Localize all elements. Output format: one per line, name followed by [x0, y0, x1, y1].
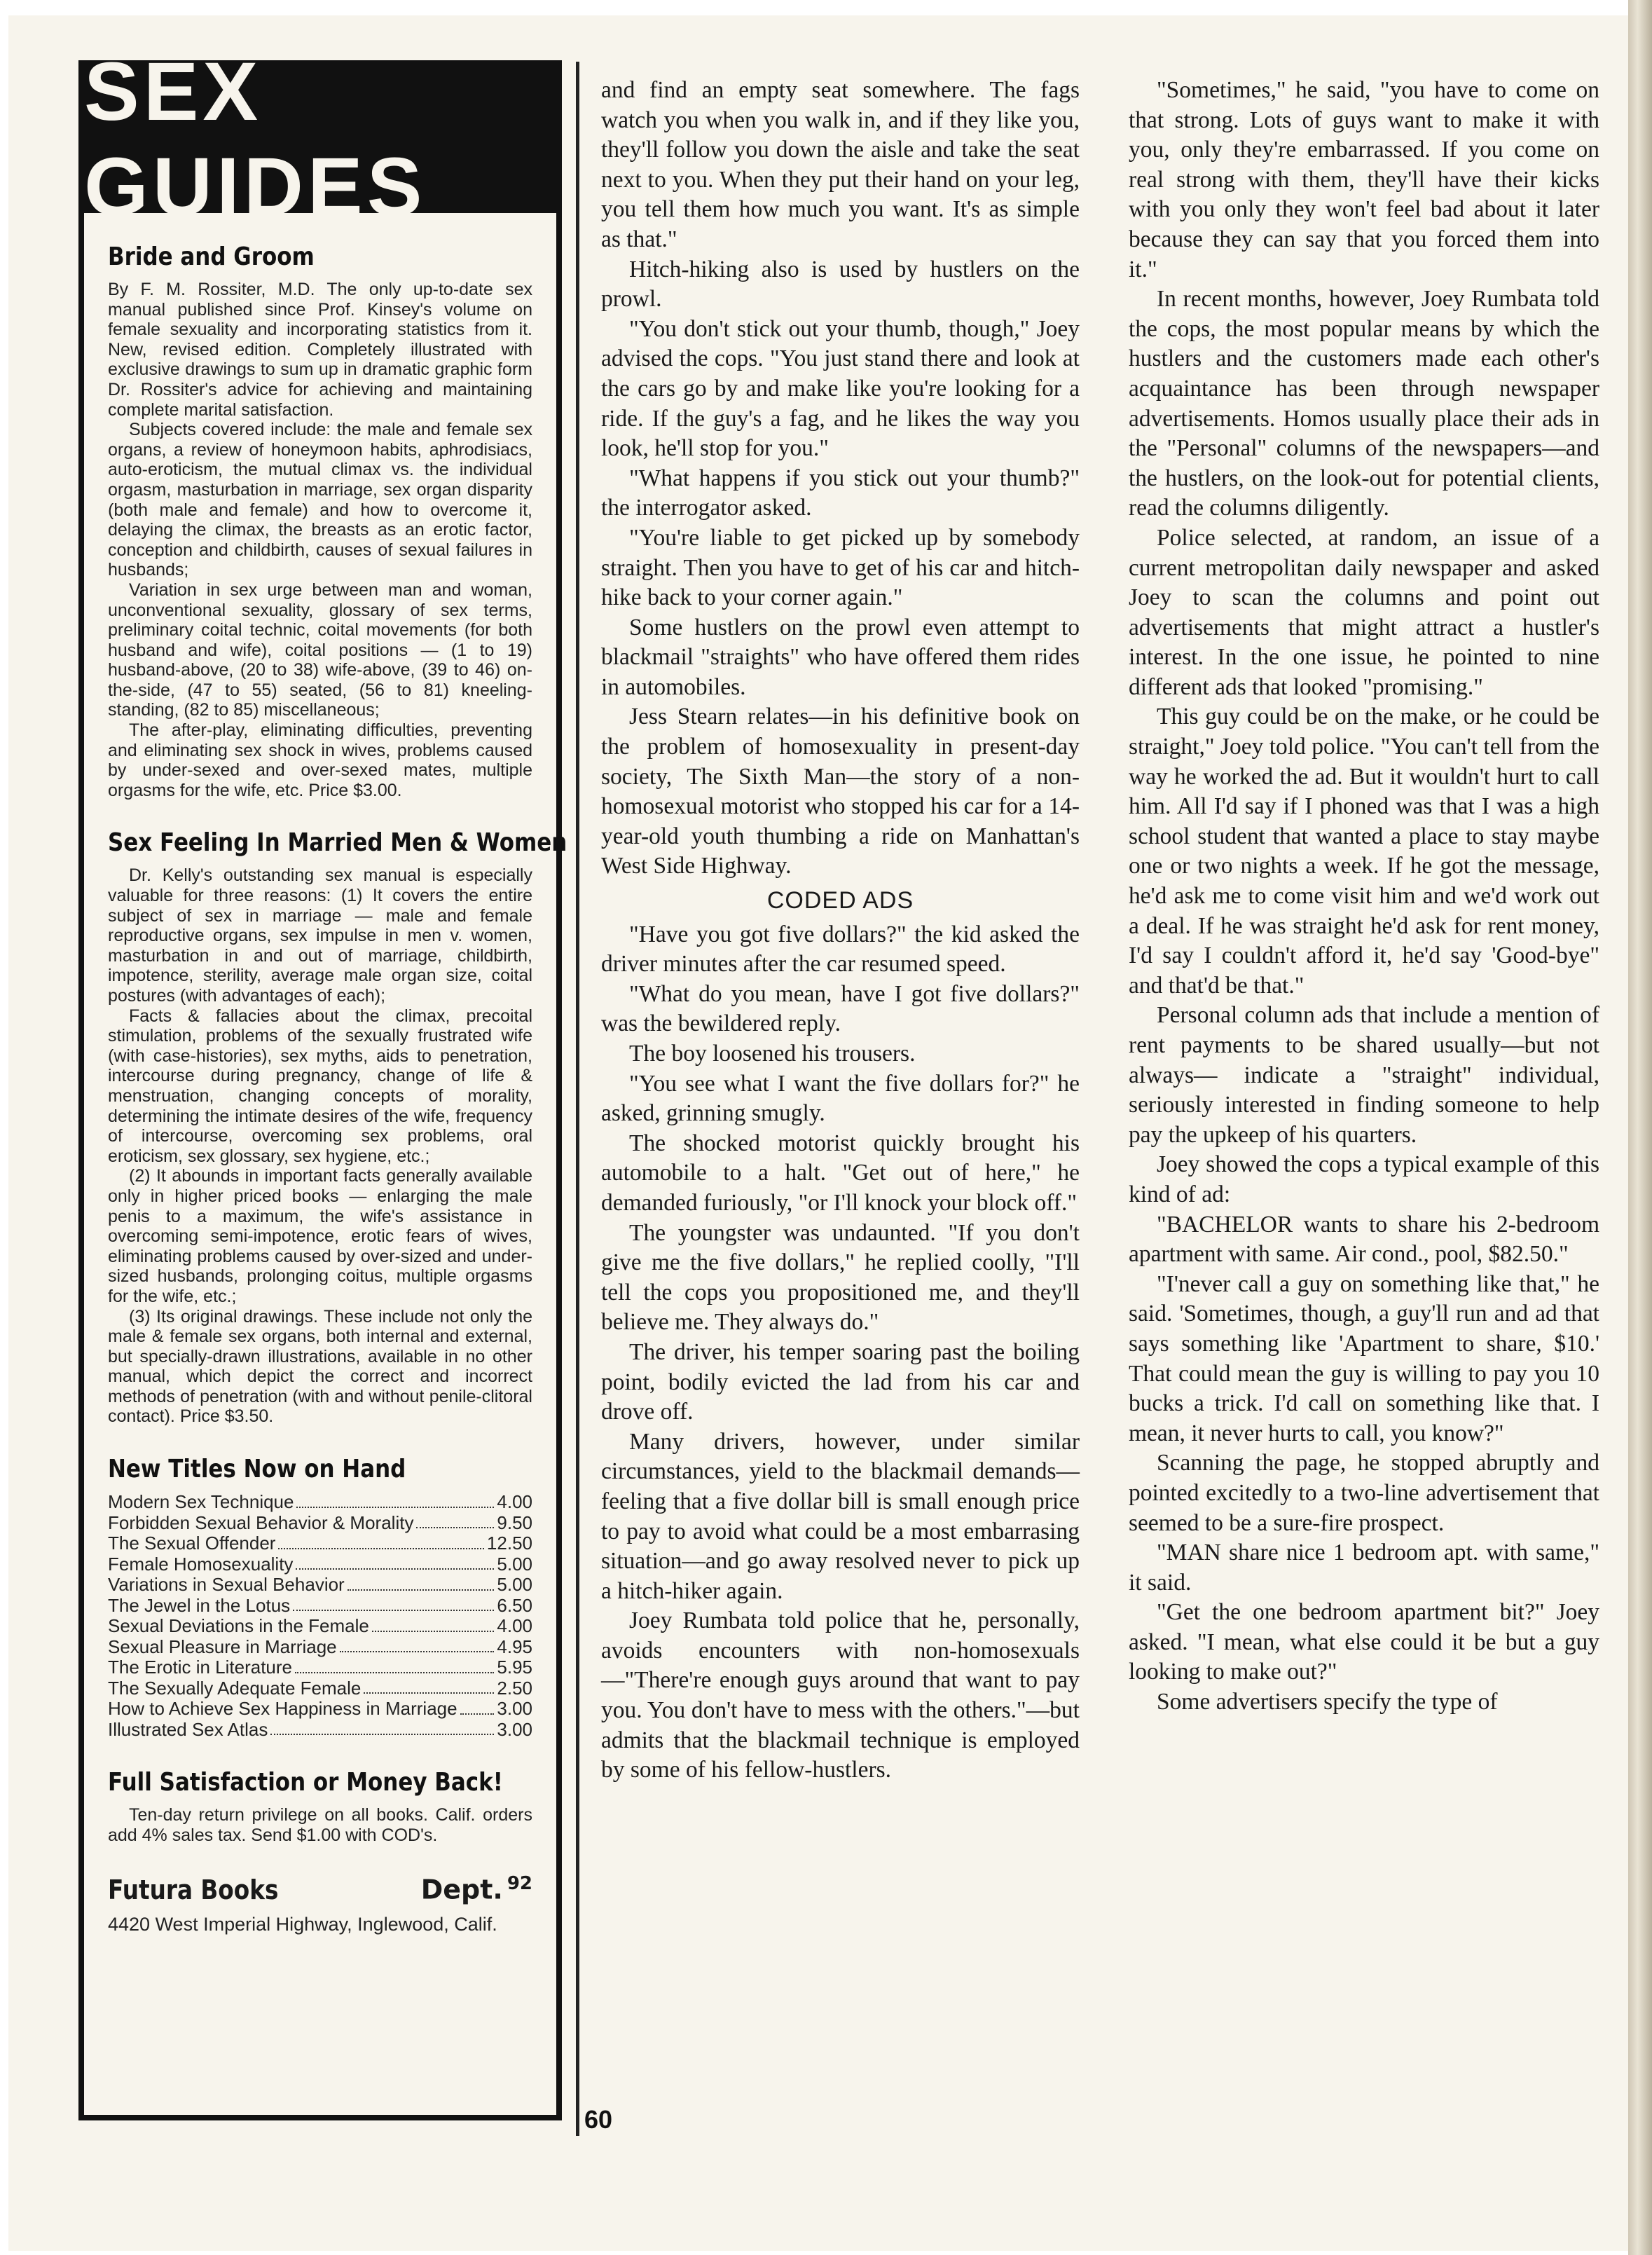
bride-paragraph: The after-play, eliminating difficulties, preventing and eliminating sex shock in wives, problems caused by under-sexed and over-sexed mates, multiple orgasms for the wife, etc. Price $3.00. — [108, 720, 532, 800]
title-row — [108, 1616, 532, 1637]
title-row — [108, 1657, 532, 1678]
bride-paragraph: By F. M. Rossiter, M.D. The only up-to-date sex manual published since Prof. Kinsey's volume on female sexuality and incorporating statistics from it. New, revised edition. Completely illustrated with exclusive drawings to sum up in dramatic graphic form Dr. Rossiter's advice for achieving and maintaining complete marital satisfaction. — [108, 280, 532, 420]
bride-heading: Bride and Groom — [108, 242, 315, 271]
article-paragraph: Hitch-hiking also is used by hustlers on the prowl. — [601, 256, 1080, 313]
article-paragraph: Personal column ads that include a mention of rent payments to be shared usually—but not always— indicate a "straight" individual, seriously interested in finding someone to help pay the upkeep of his quarters. — [1129, 1002, 1599, 1148]
title-price: 5.95 — [497, 1657, 532, 1678]
title-name: The Jewel in the Lotus — [108, 1594, 291, 1616]
leader-dots — [293, 1596, 494, 1612]
article-paragraph: Many drivers, however, under similar circumstances, yield to the blackmail demands—feeling that a five dollar bill is small enough price to pay to avoid what could be a most embarrasing situation—and go away resolved never to pick up a hitch-hiker again. — [601, 1428, 1080, 1604]
title-row — [108, 1492, 532, 1513]
article-paragraph: and find an empty seat somewhere. The fags watch you when you walk in, and if they like you, they'll follow you down the aisle and take the seat next to you. When they put their hand on your leg, you tell them how much you want. It's as simple as that." — [601, 77, 1080, 252]
ad-banner-title: SEX GUIDES — [84, 66, 556, 213]
leader-dots — [416, 1513, 494, 1529]
new-titles-heading: New Titles Now on Hand — [108, 1455, 406, 1484]
article-paragraph: In recent months, however, Joey Rumbata told the cops, the most popular means by which the hustlers and the customers made each other's acquaintance has been through newspaper advertisements. Homos usually place their ads in the "Personal" columns of the newspapers—and the hustlers, on the look-out for potential clients, read the columns diligently. — [1129, 286, 1599, 521]
title-name: Illustrated Sex Atlas — [108, 1718, 268, 1740]
article-paragraph: "You see what I want the five dollars for?" he asked, grinning smugly. — [601, 1070, 1080, 1127]
leader-dots — [295, 1657, 494, 1673]
column-rule — [576, 62, 579, 2136]
title-name: Sexual Deviations in the Female — [108, 1615, 369, 1637]
title-price: 4.95 — [497, 1636, 532, 1657]
title-name: Sexual Pleasure in Marriage — [108, 1636, 337, 1657]
publisher-dept — [421, 1873, 532, 1905]
article-column-1 — [601, 76, 1080, 1786]
leader-dots — [460, 1699, 495, 1715]
article-paragraph: The driver, his temper soaring past the boiling point, bodily evicted the lad from his car and drove off. — [601, 1338, 1080, 1425]
title-price: 2.50 — [497, 1677, 532, 1699]
article-paragraph: The shocked motorist quickly brought his automobile to a halt. "Get out of here," he demanded furiously, "or I'll knock your block off." — [601, 1130, 1080, 1216]
title-price: 4.00 — [497, 1491, 532, 1513]
title-price: 5.00 — [497, 1574, 532, 1596]
dept-label: Dept. — [420, 1874, 503, 1905]
article-paragraph: This guy could be on the make, or he could be straight," Joey told police. "You can't tell from the way he worked the ad. But it wouldn't hurt to call him. All I'd say if I phoned was that I was a high school student that wanted a place to stay maybe one or two nights a week. If he got the message, he'd ask me to come visit him and we'd work out a deal. If he was straight he'd ask for rent money, I'd say I couldn't afford it, he'd say 'Good-bye" and that'd be that." — [1129, 704, 1599, 999]
title-name: Forbidden Sexual Behavior & Morality — [108, 1512, 414, 1533]
leader-dots — [270, 1720, 494, 1736]
page-edge — [1628, 0, 1652, 2255]
publisher-address: 4420 West Imperial Highway, Inglewood, Calif. — [108, 1913, 497, 1935]
article-paragraph: "What happens if you stick out your thumb?" the interrogator asked. — [601, 465, 1080, 521]
article-paragraph: Joey Rumbata told police that he, personally, avoids encounters with non-homosexuals—"There're enough guys around that want to pay you. You don't have to mess with the others."—but admits that the blackmail technique is employed by some of his fellow-hustlers. — [601, 1608, 1080, 1783]
new-titles-list — [108, 1492, 532, 1740]
bride-paragraph: Variation in sex urge between man and woman, unconventional sexuality, glossary of sex terms, preliminary coital technic, coital movements (for both husband and wife), coital positions — (1 to 19) husband-above, (20 to 38) wife-above, (39 to 46) on-the-side, (47 to 55) seated, (56 to 81) kneeling-standing, (82 to 85) miscellaneous; — [108, 580, 532, 720]
article-paragraph: "What do you mean, have I got five dollars?" was the bewildered reply. — [601, 980, 1080, 1037]
title-row — [108, 1720, 532, 1741]
title-price: 6.50 — [497, 1594, 532, 1616]
publisher-name: Futura Books — [108, 1874, 279, 1905]
sex-guides-advertisement — [78, 46, 567, 2120]
title-row — [108, 1554, 532, 1575]
title-row — [108, 1678, 532, 1699]
leader-dots — [278, 1533, 483, 1549]
title-name: Variations in Sexual Behavior — [108, 1574, 345, 1596]
leader-dots — [296, 1492, 494, 1508]
article-paragraph: Joey showed the cops a typical example of this kind of ad: — [1129, 1151, 1599, 1207]
title-price: 9.50 — [497, 1512, 532, 1533]
feeling-paragraph: Dr. Kelly's outstanding sex manual is especially valuable for three reasons: (1) It covers the entire subject of sex in marriage — male and female reproductive organs, sex impulse in men v. women, masturbation in and out of marriage, childbirth, impotence, sterility, average male organ size, coital postures (with advantages of each); — [108, 865, 532, 1006]
article-paragraph: The youngster was undaunted. "If you don't give me the five dollars," he replied coolly, "I'll tell the cops you propositioned me, and they'll believe me. They always do." — [601, 1219, 1080, 1336]
article-paragraph: Some hustlers on the prowl even attempt to blackmail "straights" who have offered them rides in automobiles. — [601, 614, 1080, 700]
title-name: Female Homosexuality — [108, 1553, 294, 1575]
dept-number: 92 — [507, 1873, 532, 1895]
section-subhead: CODED ADS — [766, 887, 914, 914]
article-paragraph: Some advertisers specify the type of — [1157, 1689, 1498, 1715]
title-row — [108, 1533, 532, 1554]
title-price: 3.00 — [497, 1698, 532, 1720]
feeling-heading: Sex Feeling In Married Men & Women — [108, 828, 567, 858]
title-row — [108, 1513, 532, 1534]
feeling-paragraph: (2) It abounds in important facts generally available only in higher priced books — enlarging the male penis to a maximum, the wife's assistance in overcoming semi-impotence, erotic fears of wives, eliminating problems caused by over-sized and under-sized husbands, prolonging coitus, multiple orgasms for the wife, etc.; — [108, 1166, 532, 1306]
article-paragraph: "BACHELOR wants to share his 2-bedroom apartment with same. Air cond., pool, $82.50." — [1129, 1211, 1599, 1268]
title-name: How to Achieve Sex Happiness in Marriage — [108, 1698, 457, 1720]
article-paragraph: Jess Stearn relates—in his definitive book on the problem of homosexuality in present-day society, The Sixth Man—the story of a non-homosexual motorist who stopped his car for a 14-year-old youth thumbing a ride on Manhattan's West Side Highway. — [601, 704, 1080, 879]
guarantee-heading: Full Satisfaction or Money Back! — [108, 1768, 503, 1797]
article-paragraph: "I'never call a guy on something like that," he said. 'Sometimes, though, a guy'll run and ad that says something like 'Apartment to share, $10.' That could mean the guy is willing to pay you 10 bucks a trick. I'd call on something like that. I mean, it never hurts to call, you know?" — [1129, 1270, 1599, 1446]
feeling-paragraph: Facts & fallacies about the climax, precoital stimulation, problems of the sexually frustrated wife (with case-histories), sex myths, aids to penetration, intercourse during pregnancy, change of life & menstruation, changing concepts of morality, determining the intimate desires of the wife, frequency of intercourse, overcoming sex problems, oral eroticism, sex glossary, sex hygiene, etc.; — [108, 1006, 532, 1166]
title-row — [108, 1596, 532, 1617]
title-name: The Sexually Adequate Female — [108, 1677, 362, 1699]
article-paragraph: Scanning the page, he stopped abruptly and pointed excitedly to a two-line advertisement that seemed to be a sure-fire prospect. — [1129, 1450, 1599, 1536]
bride-paragraph: Subjects covered include: the male and female sex organs, a review of honeymoon habits, aphrodisiacs, auto-eroticism, the mutual climax vs. the individual orgasm, masturbation in marriage, sex organ disparity (both male and female) and how to overcome it, delaying the climax, the breasts as an erotic factor, conception and childbirth, causes of sexual failures in husbands; — [108, 420, 532, 580]
title-row — [108, 1637, 532, 1658]
article-paragraph: "Get the one bedroom apartment bit?" Joey asked. "I mean, what else could it be but a guy looking to make out?" — [1129, 1599, 1599, 1685]
article-paragraph: "You don't stick out your thumb, though," Joey advised the cops. "You just stand there and look at the cars go by and make like you're looking for a ride. If the guy's a fag, and he likes the way you look, he'll stop for you." — [601, 315, 1080, 462]
leader-dots — [347, 1575, 495, 1591]
feeling-paragraph: (3) Its original drawings. These include not only the male & female sex organs, both internal and external, but specially-drawn illustrations, available in no other manual, which depict the correct and incorrect methods of penetration (with and without penile-clitoral contact). Price $3.50. — [108, 1306, 532, 1427]
title-price: 12.50 — [486, 1533, 532, 1554]
guarantee-text: Ten-day return privilege on all books. Calif. orders add 4% sales tax. Send $1.00 with COD's. — [108, 1805, 532, 1845]
article-column-2 — [1129, 76, 1599, 1718]
leader-dots — [372, 1616, 495, 1632]
title-price: 3.00 — [497, 1718, 532, 1740]
article-paragraph: Police selected, at random, an issue of a current metropolitan daily newspaper and asked Joey to scan the columns and point out advertisements that might attract a hustler's interest. In the one issue, he pointed to nine different ads that looked "promising." — [1129, 524, 1599, 700]
article-paragraph: "You're liable to get picked up by somebody straight. Then you have to get of his car and hitch-hike back to your corner again." — [601, 524, 1080, 611]
title-row — [108, 1575, 532, 1596]
title-name: The Sexual Offender — [108, 1533, 276, 1554]
leader-dots — [340, 1637, 495, 1653]
title-name: Modern Sex Technique — [108, 1491, 294, 1513]
article-paragraph: "Have you got five dollars?" the kid asked the driver minutes after the car resumed speed. — [601, 921, 1080, 978]
leader-dots — [296, 1554, 494, 1570]
publisher-row — [108, 1873, 532, 1905]
title-name: The Erotic in Literature — [108, 1657, 293, 1678]
page-number: 60 — [584, 2105, 613, 2134]
article-paragraph: "Sometimes," he said, "you have to come on that strong. Lots of guys want to make it with you, only they're embarrassed. If you come on real strong with them, they'll have their kicks with you only they won't feel bad about it later because they can say that you forced them into it." — [1129, 77, 1599, 282]
leader-dots — [364, 1678, 494, 1694]
article-paragraph: The boy loosened his trousers. — [629, 1041, 916, 1067]
title-price: 5.00 — [497, 1553, 532, 1575]
title-row — [108, 1699, 532, 1720]
title-price: 4.00 — [497, 1615, 532, 1637]
article-paragraph: "MAN share nice 1 bedroom apt. with same," it said. — [1129, 1540, 1599, 1596]
